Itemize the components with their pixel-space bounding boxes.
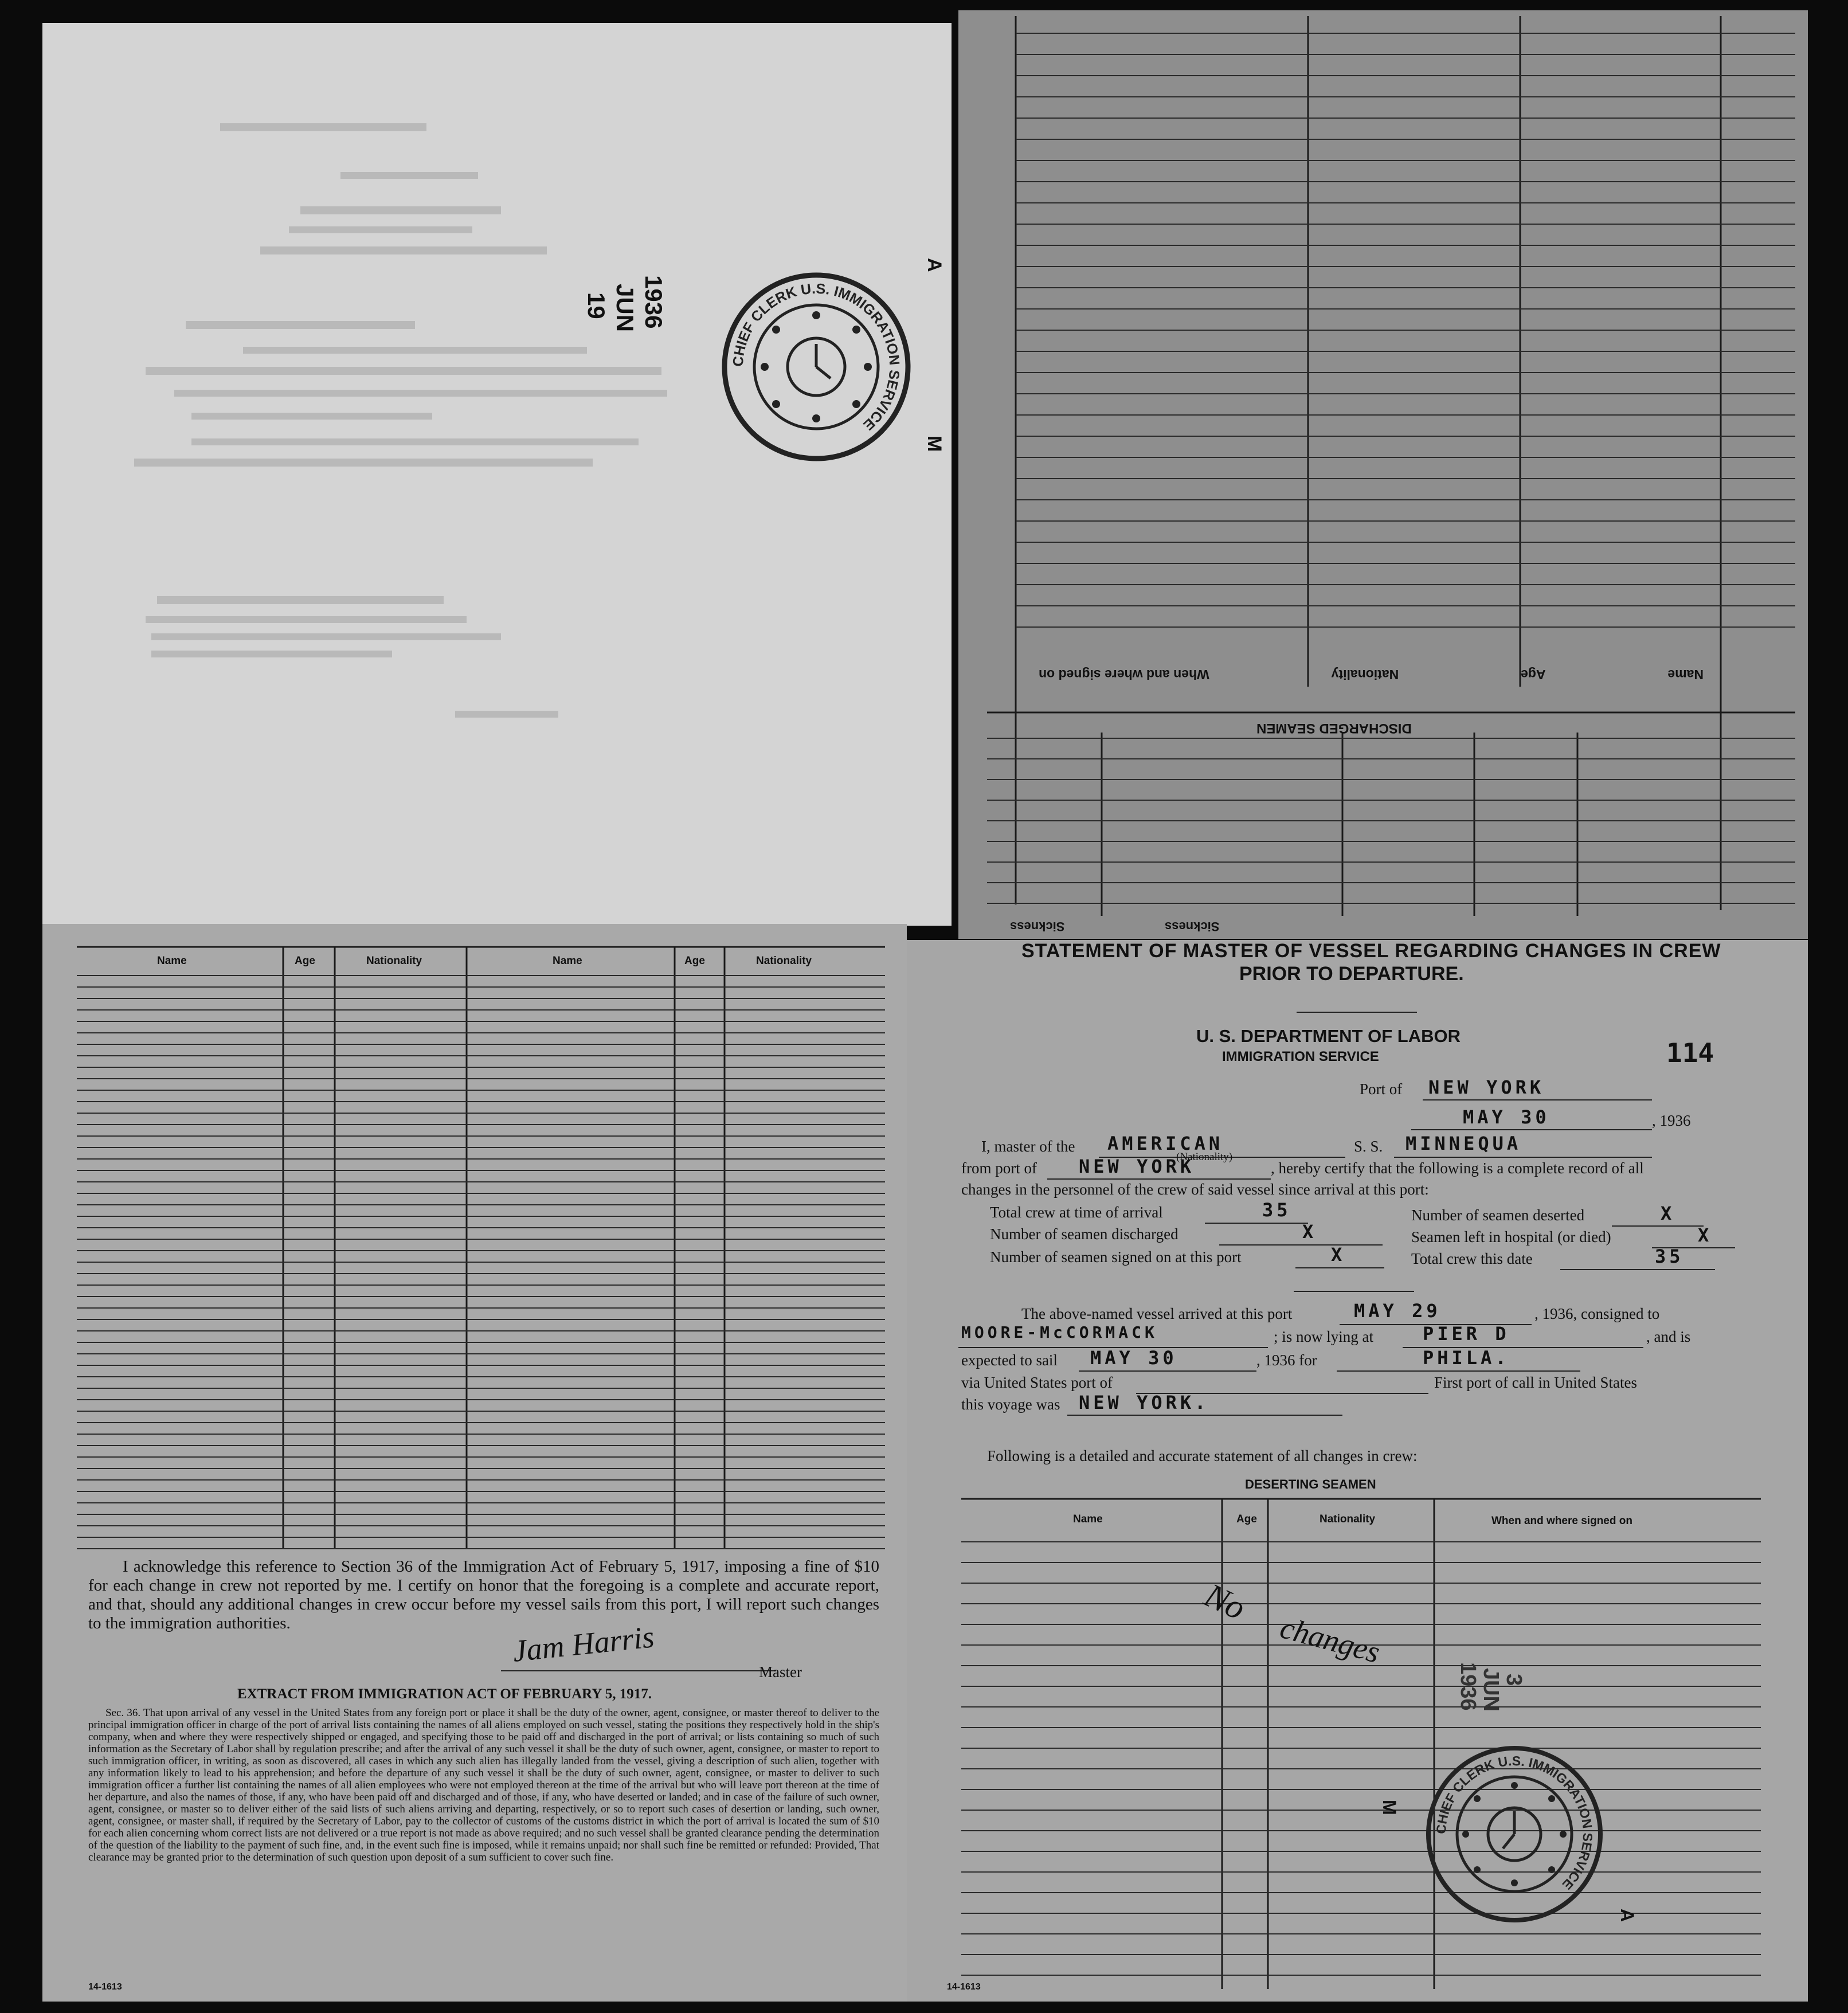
statement-title-line1: STATEMENT OF MASTER OF VESSEL REGARDING CHANGES IN CREW: [1021, 940, 1721, 962]
nationality-caption: (Nationality): [1176, 1151, 1233, 1163]
certify-text: , hereby certify that the following is a complete record of all: [1271, 1160, 1644, 1177]
stamp-date-month: JUN: [612, 284, 639, 332]
total-crew-arrival-label: Total crew at time of arrival: [990, 1204, 1163, 1221]
bottom-stamp-year: 1936: [1456, 1662, 1480, 1711]
bottom-stamp-day: 3: [1502, 1674, 1526, 1686]
discharged-seamen-sheet: [958, 10, 1808, 939]
col-header-name: Name: [1667, 667, 1704, 682]
following-text: Following is a detailed and accurate statement of all changes in crew:: [987, 1447, 1418, 1464]
stamp-date-day: 19: [583, 292, 610, 319]
continuation-sheet: [42, 924, 907, 2002]
bl-header-name-1: Name: [157, 955, 187, 967]
arrived-label: The above-named vessel arrived at this port: [1021, 1305, 1293, 1322]
deserting-seamen-table-grid: [907, 940, 1808, 2002]
master-signature: Jam Harris: [511, 1619, 656, 1669]
ds-header-age: Age: [1236, 1513, 1257, 1525]
consigned-label: , 1936, consigned to: [1534, 1305, 1660, 1322]
total-crew-arrival-value: 35: [1262, 1199, 1291, 1221]
bl-header-nationality-1: Nationality: [366, 955, 422, 967]
stamp-side-letter-m: M: [923, 436, 945, 452]
master-label: Master: [759, 1663, 802, 1681]
discharged-seamen-table-grid: [958, 10, 1808, 939]
back-sheet-top-left: [42, 23, 952, 926]
handwritten-changes: changes: [1277, 1610, 1384, 1670]
col-header-signed-on: When and where signed on: [1039, 667, 1209, 682]
form-number-114: 114: [1666, 1037, 1714, 1068]
certify-text-2: changes in the personnel of the crew of said vessel since arrival at this port:: [961, 1181, 1429, 1198]
lying-value: PIER D: [1423, 1323, 1510, 1345]
port-of-label: Port of: [1360, 1080, 1403, 1098]
bottom-stamp-ring-text: CHIEF CLERK U.S. IMMIGRATION SERVICE: [1433, 1753, 1596, 1893]
consignee-value: MOORE-McCORMACK: [961, 1323, 1158, 1342]
voyage-value: NEW YORK.: [1079, 1392, 1209, 1413]
port-of-value: NEW YORK: [1428, 1076, 1545, 1098]
ellis-island-stamp-top: [707, 258, 925, 476]
nationality-value: AMERICAN: [1107, 1133, 1224, 1154]
bottom-stamp-letter-a: A: [1617, 1909, 1638, 1922]
service-label: IMMIGRATION SERVICE: [1222, 1049, 1379, 1064]
deserted-value: X: [1661, 1203, 1675, 1224]
bl-header-name-2: Name: [553, 955, 582, 967]
arrived-value: MAY 29: [1354, 1300, 1441, 1322]
expected-label: expected to sail: [961, 1352, 1058, 1369]
discharged-value: X: [1302, 1221, 1317, 1243]
stamp-date-year: 1936: [640, 275, 667, 329]
date-year: , 1936: [1652, 1112, 1691, 1129]
col-header-nationality: Nationality: [1331, 667, 1399, 682]
bottom-stamp-month: JUN: [1479, 1668, 1503, 1712]
ds-header-signed-on: When and where signed on: [1491, 1515, 1632, 1527]
for-value: PHILA.: [1423, 1347, 1510, 1369]
acknowledgement-text: I acknowledge this reference to Section 36 of the Immigration Act of February 5, 1917, imposing a fine of $10 for each change in crew not reported by me. I certify on honor that the foregoing is a complete and accurate report, and that, should any additional changes in crew occur before my vessel sails from this port, I will report such changes to the immigration authorities.: [88, 1557, 879, 1632]
and-is-label: , and is: [1646, 1328, 1691, 1345]
col-header-age: Age: [1521, 667, 1546, 682]
bl-header-nationality-2: Nationality: [756, 955, 812, 967]
extract-title: EXTRACT FROM IMMIGRATION ACT OF FEBRUARY 5, 1917.: [237, 1686, 652, 1702]
discharged-label: Number of seamen discharged: [990, 1225, 1179, 1243]
form-number-right: 14-1613: [947, 1982, 981, 1992]
sickness-label: Sickness: [1010, 919, 1065, 934]
master-of-label: I, master of the: [981, 1138, 1075, 1155]
from-port-label: from port of: [961, 1160, 1037, 1177]
lying-label: ; is now lying at: [1274, 1328, 1373, 1345]
bl-header-age-2: Age: [684, 955, 705, 967]
ship-name-value: MINNEQUA: [1405, 1133, 1522, 1154]
deserted-label: Number of seamen deserted: [1411, 1207, 1585, 1224]
handwritten-no: No: [1199, 1576, 1251, 1627]
from-port-value: NEW YORK: [1079, 1156, 1195, 1177]
bottom-stamp-letter-m: M: [1379, 1800, 1400, 1815]
expected-value: MAY 30: [1090, 1347, 1177, 1369]
statement-sheet: [907, 940, 1808, 2002]
stamp-ring-text: CHIEF CLERK U.S. IMMIGRATION SERVICE: [730, 280, 903, 434]
hospital-value: X: [1698, 1224, 1713, 1246]
department-label: U. S. DEPARTMENT OF LABOR: [1196, 1026, 1461, 1046]
bl-header-age-1: Age: [295, 955, 315, 967]
date-value: MAY 30: [1463, 1106, 1550, 1128]
signed-on-label: Number of seamen signed on at this port: [990, 1248, 1242, 1266]
total-crew-date-value: 35: [1655, 1246, 1684, 1267]
discharged-seamen-title: DISCHARGED SEAMEN: [1256, 720, 1412, 736]
total-crew-date-label: Total crew this date: [1411, 1250, 1533, 1267]
extract-body: Sec. 36. That upon arrival of any vessel in the United States from any foreign port or place it shall be the duty of the owner, agent, consignee, or master thereof to deliver to the principal immigration officer in charge of the port of arrival lists containing the names of all aliens employed on such vessel, stating the positions they respectively hold in the ship's company, when and where they were respectively shipped or engaged, and specifying those to be paid off and discharged in the port of arrival; or lists containing so much of such information as the Secretary of Labor shall by regulation prescribe; and after the arrival of any such vessel it shall be the duty of such owner, agent, consignee, or master to report to such immigration officer, in writing, as soon as discovered, all cases in which any such alien has illegally landed from the vessel, giving a description of such alien, together with any information likely to lead to his apprehension; and before the departure of any such vessel it shall be the duty of such owner, agent, consignee, or master to deliver to such immigration officer a further list containing the names of all alien employees who were not employed thereon at the time of the arrival but who will leave port thereon at the time of her departure, and also the names of those, if any, who have been paid off and discharged and of those, if any, who have deserted or landed; and in case of the failure of such owner, agent, consignee, or master so to deliver either of the said lists of such aliens arriving and departing, respectively, or so to report such cases of desertion or landing, such owner, agent, consignee, or master shall, if required by the Secretary of Labor, pay to the collector of customs of the customs district in which the port of arrival is located the sum of $10 for each alien concerning whom correct lists are not delivered or a true report is not made as above required; and no such vessel shall be granted clearance pending the determination of the question of the liability to the payment of such fine, and, in the event such fine is imposed, while it remains unpaid; nor shall such fine be remitted or refunded: Provided, That clearance may be granted prior to the determination of such question upon deposit of a sum sufficient to cover such fine.: [88, 1707, 879, 1863]
statement-title-line2: PRIOR TO DEPARTURE.: [1239, 963, 1464, 985]
for-label: , 1936 for: [1256, 1352, 1317, 1369]
ellis-island-stamp-bottom: [1411, 1731, 1618, 1937]
signature-line: [501, 1670, 776, 1671]
stamp-side-letter-a: A: [923, 258, 945, 272]
discharged-column-headers: [1039, 667, 1704, 682]
ss-label: S. S.: [1354, 1138, 1383, 1155]
ds-header-nationality: Nationality: [1320, 1513, 1376, 1525]
via-label: via United States port of: [961, 1374, 1113, 1391]
signed-on-value: X: [1331, 1244, 1346, 1266]
hospital-label: Seamen left in hospital (or died): [1411, 1228, 1611, 1246]
voyage-label: this voyage was: [961, 1396, 1060, 1413]
deserting-seamen-title: DESERTING SEAMEN: [1245, 1477, 1376, 1491]
first-port-label: First port of call in United States: [1434, 1374, 1637, 1391]
sickness-label-2: Sickness: [1165, 919, 1220, 934]
form-number-left: 14-1613: [88, 1982, 122, 1992]
ds-header-name: Name: [1073, 1513, 1103, 1525]
